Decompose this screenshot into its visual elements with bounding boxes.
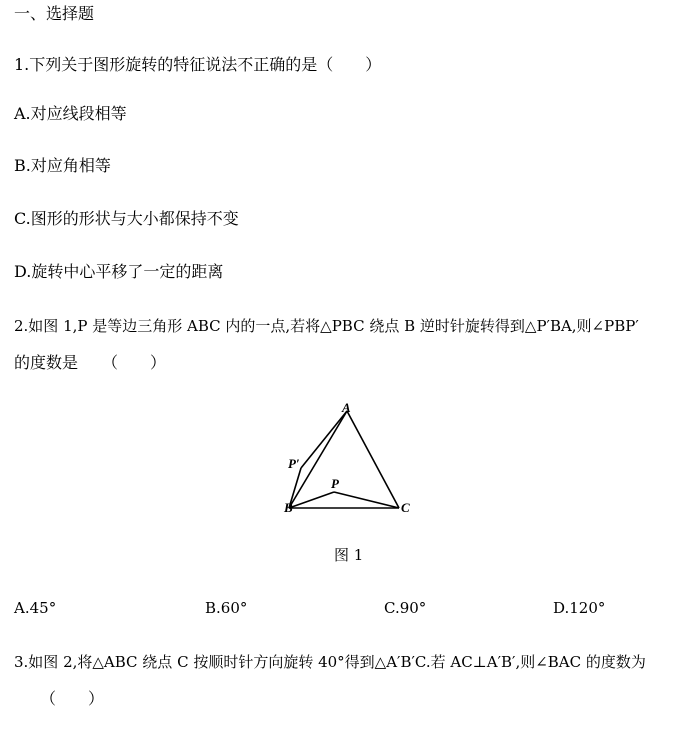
question-3-stem-line-2: （ ） [40, 689, 105, 708]
label-p: P [331, 476, 339, 491]
question-1-stem: 1.下列关于图形旋转的特征说法不正确的是（ ） [14, 55, 382, 74]
question-1-option-d: D.旋转中心平移了一定的距离 [14, 262, 224, 281]
question-2-stem-line-1: 2.如图 1,P 是等边三角形 ABC 内的一点,若将△PBC 绕点 B 逆时针旋转得到△P′BA,则∠PBP′ [14, 317, 639, 335]
question-3-stem-line-1: 3.如图 2,将△ABC 绕点 C 按顺时针方向旋转 40°得到△A′B′C.若 AC⊥A′B′,则∠BAC 的度数为 [14, 653, 646, 671]
question-2-option-b: B.60° [205, 599, 248, 617]
question-2-option-d: D.120° [553, 599, 606, 617]
figure-1-triangle-diagram [276, 398, 416, 520]
edge-ac [347, 411, 399, 508]
segment-pc [334, 492, 399, 508]
segment-bp [289, 492, 334, 508]
label-p-prime: P′ [288, 456, 300, 471]
label-a: A [342, 400, 351, 415]
question-1-option-a: A.对应线段相等 [14, 104, 127, 123]
question-1-option-c: C.图形的形状与大小都保持不变 [14, 209, 239, 228]
section-title: 一、选择题 [14, 4, 95, 23]
question-2-option-c: C.90° [384, 599, 427, 617]
label-c: C [401, 500, 410, 515]
figure-1-caption: 图 1 [334, 546, 364, 564]
question-2-option-a: A.45° [14, 599, 57, 617]
label-b: B [284, 500, 293, 515]
question-2-stem-line-2: 的度数是 （ ） [14, 353, 167, 372]
question-1-option-b: B.对应角相等 [14, 156, 111, 175]
segment-ap-prime [301, 411, 347, 468]
